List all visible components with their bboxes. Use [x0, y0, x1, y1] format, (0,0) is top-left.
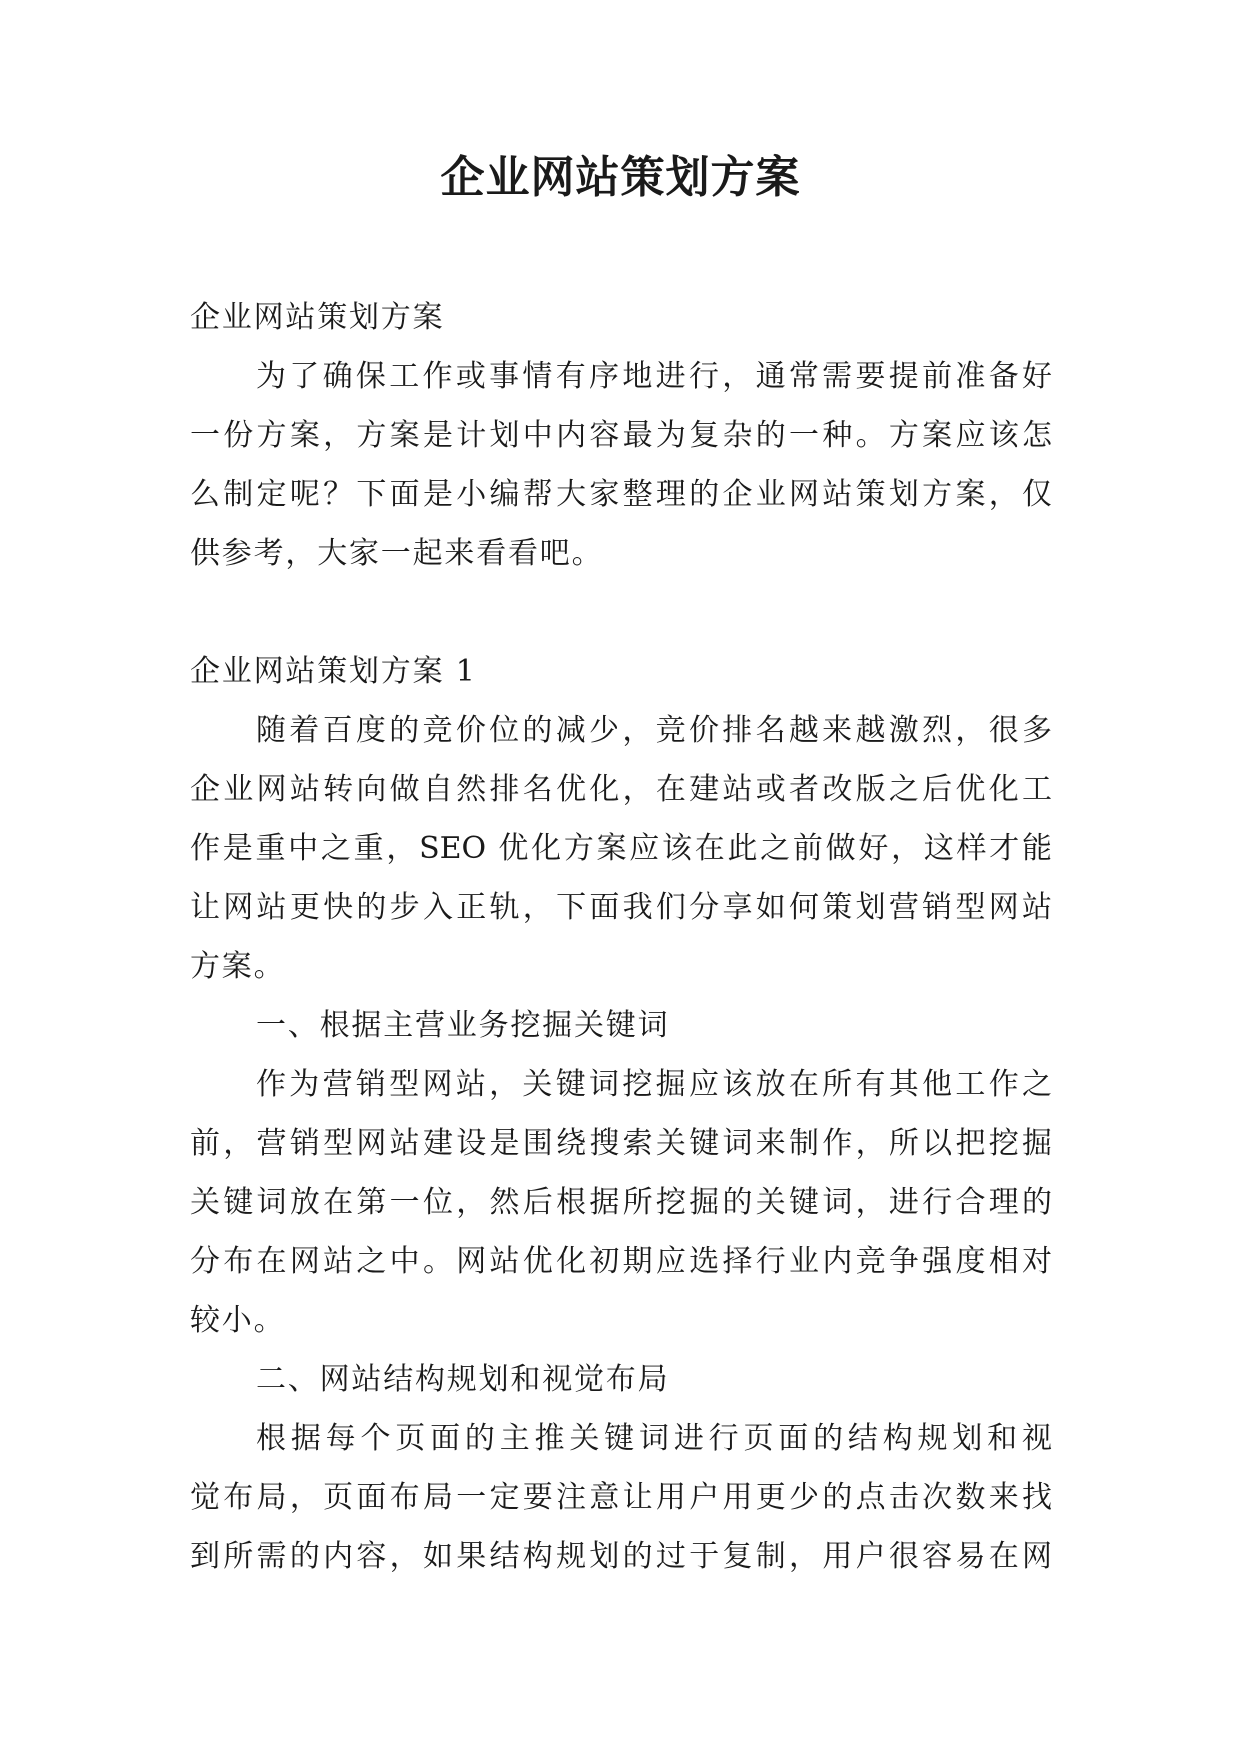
document-body — [190, 288, 1052, 1586]
paragraph-line: 到所需的内容，如果结构规划的过于复制，用户很容易在网 — [190, 1539, 1052, 1574]
section-heading-plan-1: 企业网站策划方案 1 — [190, 654, 477, 689]
paragraph-line: 较小。 — [190, 1303, 286, 1338]
paragraph-line: 觉布局，页面布局一定要注意让用户用更少的点击次数来找 — [190, 1480, 1052, 1515]
paragraph-line: 前，营销型网站建设是围绕搜索关键词来制作，所以把挖掘 — [190, 1126, 1052, 1161]
subheading-keywords: 一、根据主营业务挖掘关键词 — [256, 1008, 670, 1043]
document-title: 企业网站策划方案 — [440, 152, 801, 203]
paragraph-line: 让网站更快的步入正轨，下面我们分享如何策划营销型网站 — [190, 890, 1052, 925]
paragraph-line: 供参考，大家一起来看看吧。 — [190, 536, 604, 571]
paragraph-line: 关键词放在第一位，然后根据所挖掘的关键词，进行合理的 — [190, 1185, 1052, 1220]
paragraph-line: 作为营销型网站，关键词挖掘应该放在所有其他工作之 — [256, 1067, 1052, 1102]
paragraph-line: 企业网站转向做自然排名优化，在建站或者改版之后优化工 — [190, 772, 1052, 807]
paragraph-spacer — [190, 583, 1052, 642]
paragraph-line: 根据每个页面的主推关键词进行页面的结构规划和视 — [256, 1421, 1052, 1456]
paragraph-line: 一份方案，方案是计划中内容最为复杂的一种。方案应该怎 — [190, 418, 1052, 453]
paragraph-line: 么制定呢？下面是小编帮大家整理的企业网站策划方案，仅 — [190, 477, 1052, 512]
paragraph-line: 随着百度的竞价位的减少，竞价排名越来越激烈，很多 — [256, 713, 1052, 748]
paragraph-line: 方案。 — [190, 949, 286, 984]
paragraph-line: 为了确保工作或事情有序地进行，通常需要提前准备好 — [256, 359, 1052, 394]
paragraph-line: 作是重中之重，SEO 优化方案应该在此之前做好，这样才能 — [190, 831, 1052, 866]
paragraph-line: 分布在网站之中。网站优化初期应选择行业内竞争强度相对 — [190, 1244, 1052, 1279]
subheading-structure: 二、网站结构规划和视觉布局 — [256, 1362, 670, 1397]
section-heading-intro: 企业网站策划方案 — [190, 300, 445, 335]
